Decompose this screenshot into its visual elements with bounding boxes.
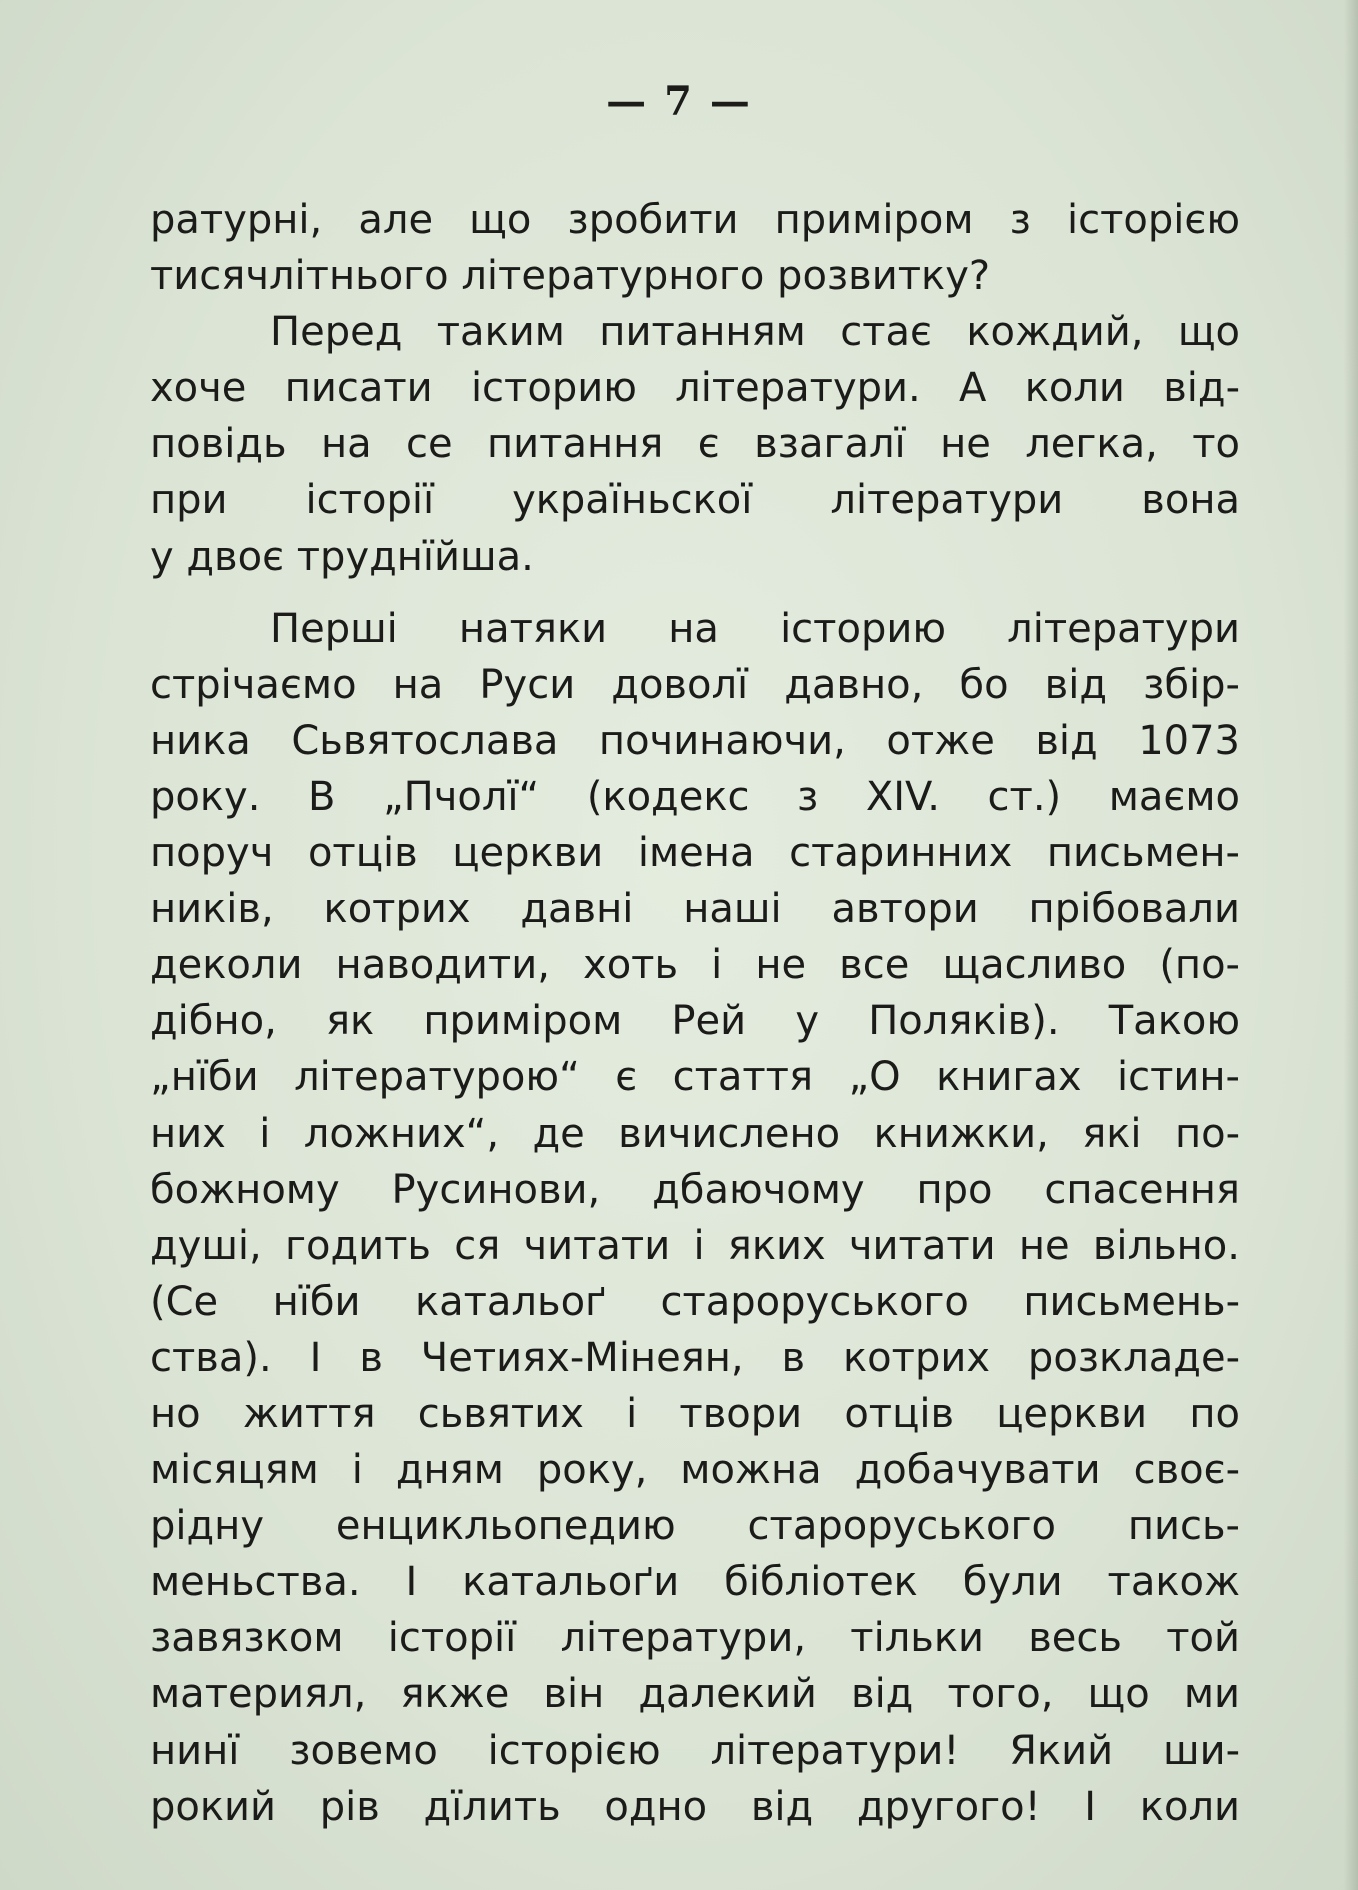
text-line: меньства. І катальоґи бібліотек були також — [150, 1559, 1240, 1606]
text-line: завязком історії літератури, тільки весь той — [150, 1615, 1240, 1662]
text-line: Перед таким питанням стає кождий, що — [270, 309, 1240, 356]
text-line: рокий рів дїлить одно від другого! І коли — [150, 1783, 1240, 1830]
text-line: душі, годить ся читати і яких читати не вільно. — [150, 1222, 1240, 1269]
text-line: ратурні, але що зробити приміром з історією — [150, 197, 1240, 243]
paragraph-gap — [150, 585, 1240, 601]
text-line: божному Русинови, дбаючому про спасення — [150, 1166, 1240, 1213]
text-line: но життя сьвятих і твори отців церкви по — [150, 1390, 1240, 1437]
text-line: дібно, як приміром Рей у Поляків). Такою — [150, 998, 1240, 1045]
text-line: хоче писати історию літератури. А коли від- — [150, 365, 1240, 412]
text-line: ника Сьвятослава починаючи, отже від 1073 — [150, 717, 1240, 764]
text-line: стрічаємо на Руси доволї давно, бо від збір- — [150, 661, 1240, 708]
text-line: нинї зовемо історією літератури! Який ши- — [150, 1727, 1240, 1774]
text-line: у двоє труднїйша. — [150, 533, 534, 580]
text-line: них і ложних“, де вичислено книжки, які по- — [150, 1110, 1240, 1157]
text-line: ства). І в Четиях-Мінеян, в котрих розкладе- — [150, 1334, 1240, 1381]
text-line: Перші натяки на історию літератури — [270, 605, 1240, 652]
text-line: рідну енцикльопедию староруського пись- — [150, 1503, 1240, 1550]
body-text — [150, 192, 1240, 1835]
page-edge-shadow — [1344, 0, 1358, 1890]
text-line: при історії україньскої літератури вона — [150, 477, 1240, 524]
text-line: (Се нїби катальоґ староруського письмень- — [150, 1278, 1240, 1325]
text-line: повідь на се питання є взагалї не легка, то — [150, 421, 1240, 468]
text-line: ників, котрих давні наші автори прібовали — [150, 886, 1240, 933]
page-number: — 7 — — [606, 78, 752, 125]
text-line: материял, якже він далекий від того, що ми — [150, 1671, 1240, 1718]
text-line: місяцям і дням року, можна добачувати своє- — [150, 1447, 1240, 1494]
text-line: тисячлітнього літературного розвитку? — [150, 253, 991, 300]
text-line: року. В „Пчолї“ (кодекс з XIV. ст.) маємо — [150, 773, 1240, 820]
text-line: поруч отців церкви імена старинних письмен- — [150, 830, 1240, 877]
text-line: „нїби літературою“ є стаття „О книгах істин- — [150, 1054, 1240, 1101]
text-line: деколи наводити, хоть і не все щасливо (по- — [150, 942, 1240, 989]
